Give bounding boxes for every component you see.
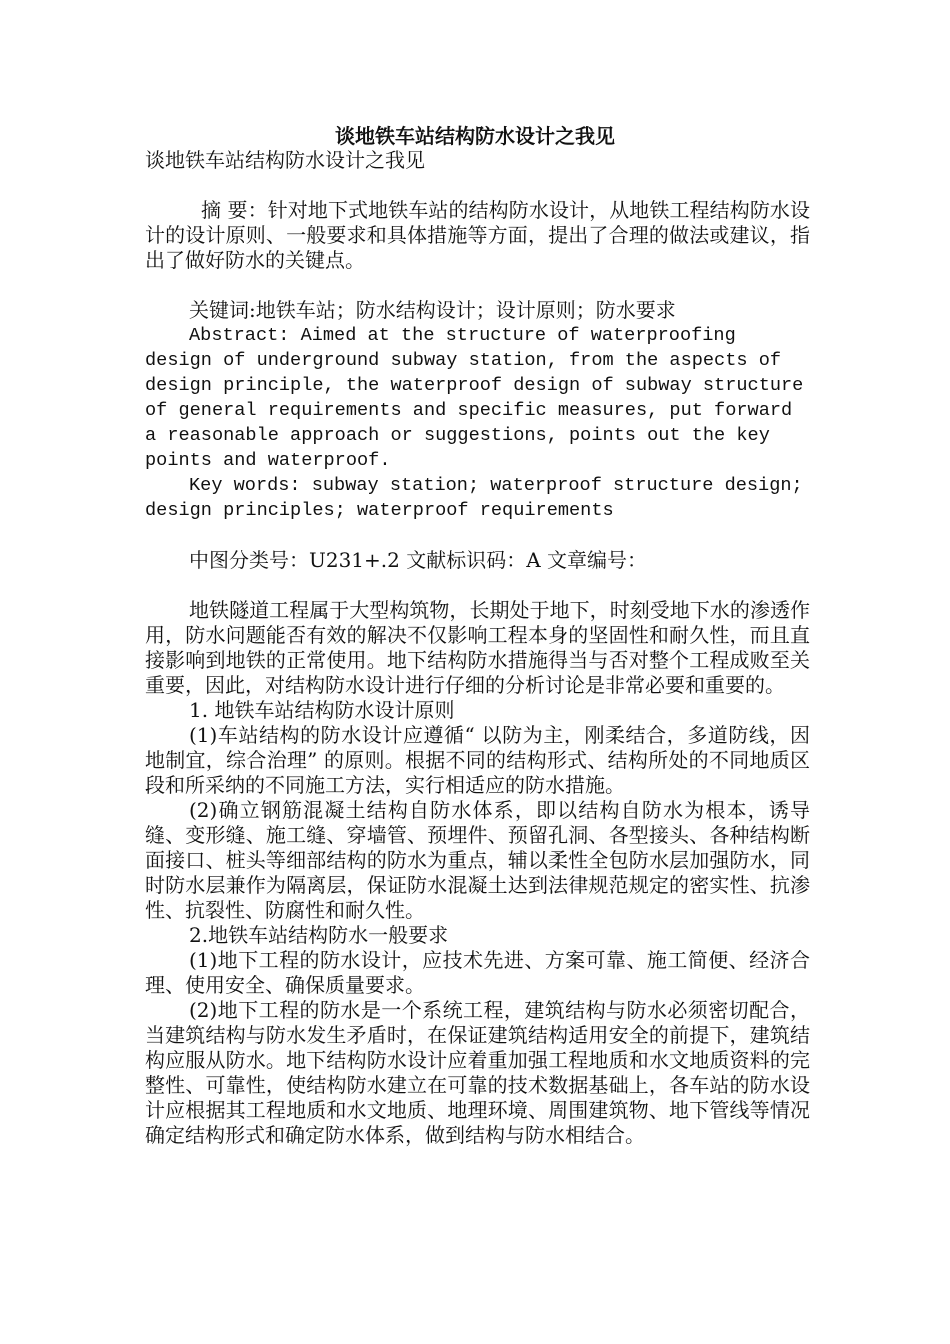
keywords-cn: 关键词:地铁车站；防水结构设计；设计原则；防水要求 (189, 298, 676, 322)
abstract-cn: 摘 要：针对地下式地铁车站的结构防水设计，从地铁工程结构防水设计的设计原则、一般要求和具体措施等方面，提出了合理的做法或建议，指出了做好防水的关键点。 (145, 198, 810, 272)
abstract-en: Abstract: Aimed at the structure of waterproofing design of underground subway station, from the aspects of design principle, the waterproof design of subway structure of general requirements and specific measures, put forward a reasonable approach or suggestions, points out the key points and waterproof. (145, 325, 804, 471)
section1-paragraph-1: (1)车站结构的防水设计应遵循“ 以防为主，刚柔结合，多道防线，因地制宜，综合治理” 的原则。根据不同的结构形式、结构所处的不同地质区段和所采纳的不同施工方法，实行相适应的防水措施。 (145, 723, 810, 797)
spacer (145, 573, 810, 598)
document-title: 谈地铁车站结构防水设计之我见 (335, 124, 615, 148)
document-body (145, 148, 810, 1148)
section2-heading: 2.地铁车站结构防水一般要求 (189, 923, 449, 947)
section2-paragraph-1: (1)地下工程的防水设计，应技术先进、方案可靠、施工简便、经济合理、使用安全、确保质量要求。 (145, 948, 810, 997)
intro-paragraph: 地铁隧道工程属于大型构筑物，长期处于地下，时刻受地下水的渗透作用，防水问题能否有效的解决不仅影响工程本身的坚固性和耐久性，而且直接影响到地铁的正常使用。地下结构防水措施得当与否对整个工程成败至关重要，因此，对结构防水设计进行仔细的分析讨论是非常必要和重要的。 (145, 598, 810, 697)
spacer (145, 523, 810, 548)
section2-paragraph-2: (2)地下工程的防水是一个系统工程，建筑结构与防水必须密切配合，当建筑结构与防水发生矛盾时，在保证建筑结构适用安全的前提下，建筑结构应服从防水。地下结构防水设计应着重加强工程地质和水文地质资料的完整性、可靠性，使结构防水建立在可靠的技术数据基础上，各车站的防水设计应根据其工程地质和水文地质、地理环境、周围建筑物、地下管线等情况确定结构形式和确定防水体系，做到结构与防水相结合。 (145, 998, 810, 1147)
document-subtitle: 谈地铁车站结构防水设计之我见 (145, 148, 425, 172)
spacer (145, 273, 810, 298)
section1-paragraph-2: (2)确立钢筋混凝土结构自防水体系，即以结构自防水为根本，诱导缝、变形缝、施工缝、穿墙管、预埋件、预留孔洞、各型接头、各种结构断面接口、桩头等细部结构的防水为重点，辅以柔性全包防水层加强防水，同时防水层兼作为隔离层，保证防水混凝土达到法律规范规定的密实性、抗渗性、抗裂性、防腐性和耐久性。 (145, 798, 810, 922)
spacer (145, 173, 810, 198)
classification-line: 中图分类号：U231+.2 文献标识码：A 文章编号： (189, 548, 648, 572)
keywords-en: Key words: subway station; waterproof structure design; design principles; waterproof requirements (145, 475, 803, 521)
section1-heading: 1. 地铁车站结构防水设计原则 (189, 698, 455, 722)
